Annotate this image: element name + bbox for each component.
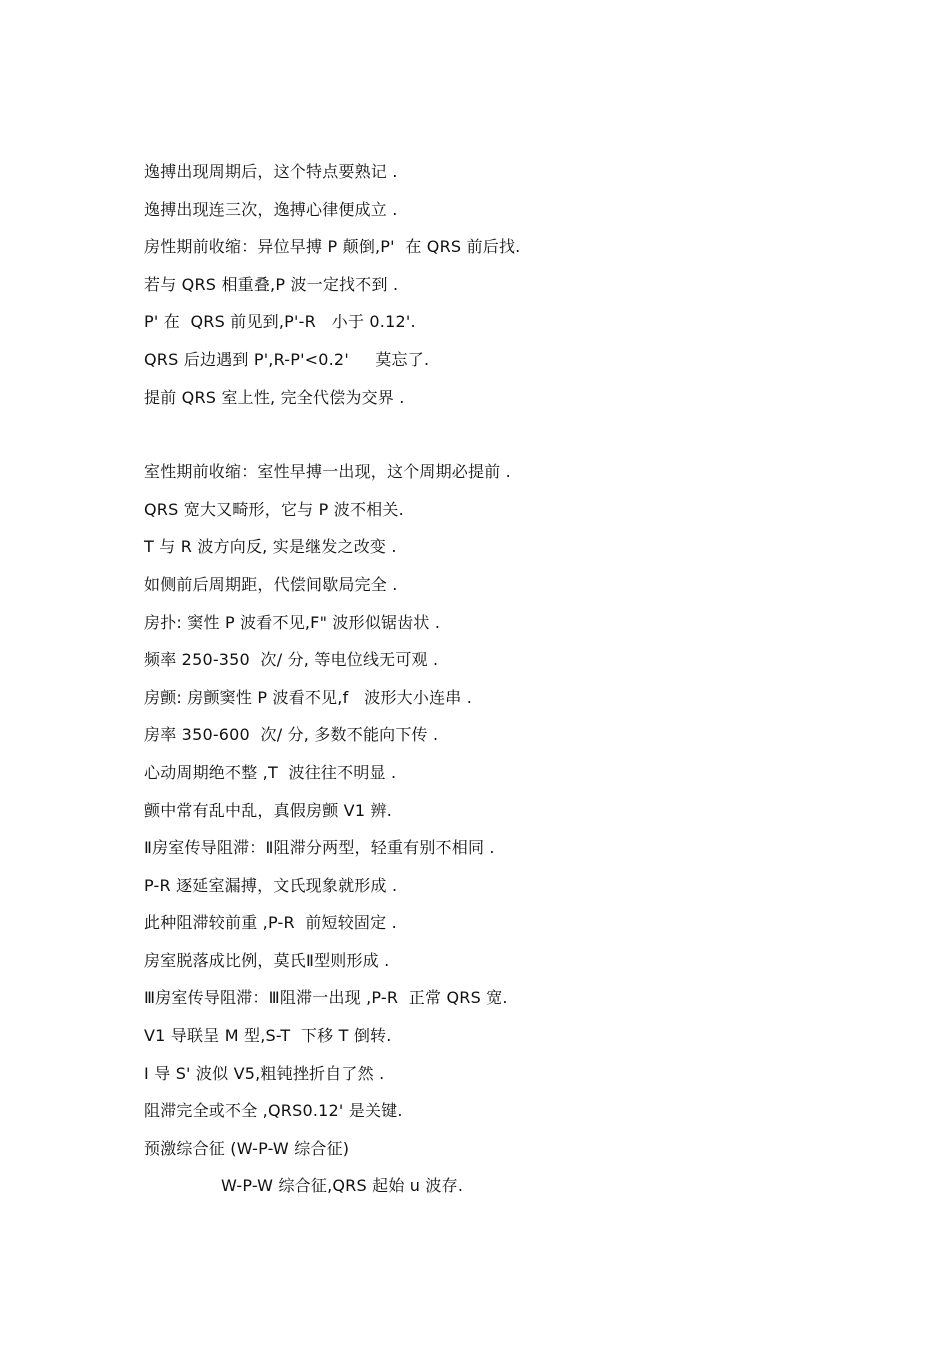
indented-text-line: W-P-W 综合征,QRS 起始 u 波存.: [221, 1176, 464, 1196]
text-line: P-R 逐延室漏搏，文氏现象就形成 .: [144, 875, 398, 895]
text-line: 房颤: 房颤窦性 P 波看不见,f 波形大小连串 .: [144, 687, 473, 707]
text-line: 若与 QRS 相重叠,P 波一定找不到 .: [144, 274, 399, 294]
text-line: QRS 后边遇到 P',R-P'<0.2' 莫忘了.: [144, 349, 430, 369]
text-line: P' 在 QRS 前见到,P'-R 小于 0.12'.: [144, 312, 416, 332]
text-line: I 导 S' 波似 V5,粗钝挫折自了然 .: [144, 1063, 385, 1083]
text-line: 房扑: 窦性 P 波看不见,F" 波形似锯齿状 .: [144, 612, 441, 632]
text-line: 室性期前收缩：室性早搏一出现，这个周期必提前 .: [144, 462, 511, 482]
text-line: 阻滞完全或不全 ,QRS0.12' 是关键.: [144, 1101, 403, 1121]
text-line: 心动周期绝不整 ,T 波往往不明显 .: [144, 762, 397, 782]
text-line: 逸搏出现连三次，逸搏心律便成立 .: [144, 199, 398, 219]
text-line: Ⅲ房室传导阻滞：Ⅲ阻滞一出现 ,P-R 正常 QRS 宽.: [144, 988, 508, 1008]
text-line: T 与 R 波方向反, 实是继发之改变 .: [144, 537, 397, 557]
section-heading: 预激综合征 (W-P-W 综合征): [144, 1138, 350, 1158]
text-line: 房率 350-600 次/ 分, 多数不能向下传 .: [144, 725, 439, 745]
text-line: 提前 QRS 室上性, 完全代偿为交界 .: [144, 387, 405, 407]
text-line: 房性期前收缩：异位早搏 P 颠倒,P' 在 QRS 前后找.: [144, 237, 521, 257]
text-line: 如侧前后周期距，代偿间歇局完全 .: [144, 574, 398, 594]
text-line: 颤中常有乱中乱，真假房颤 V1 辨.: [144, 800, 392, 820]
text-line: 此种阻滞较前重 ,P-R 前短较固定 .: [144, 913, 397, 933]
paragraph-gap: [144, 420, 844, 457]
text-line: V1 导联呈 M 型,S-T 下移 T 倒转.: [144, 1026, 392, 1046]
text-line: 逸搏出现周期后，这个特点要熟记 .: [144, 162, 398, 181]
text-line: 房室脱落成比例，莫氏Ⅱ型则形成 .: [144, 950, 390, 970]
text-line: QRS 宽大又畸形，它与 P 波不相关.: [144, 499, 404, 519]
text-line: Ⅱ房室传导阻滞：Ⅱ阻滞分两型，轻重有别不相同 .: [144, 838, 495, 858]
document-body: [144, 157, 844, 1209]
text-line: 频率 250-350 次/ 分, 等电位线无可观 .: [144, 650, 439, 670]
